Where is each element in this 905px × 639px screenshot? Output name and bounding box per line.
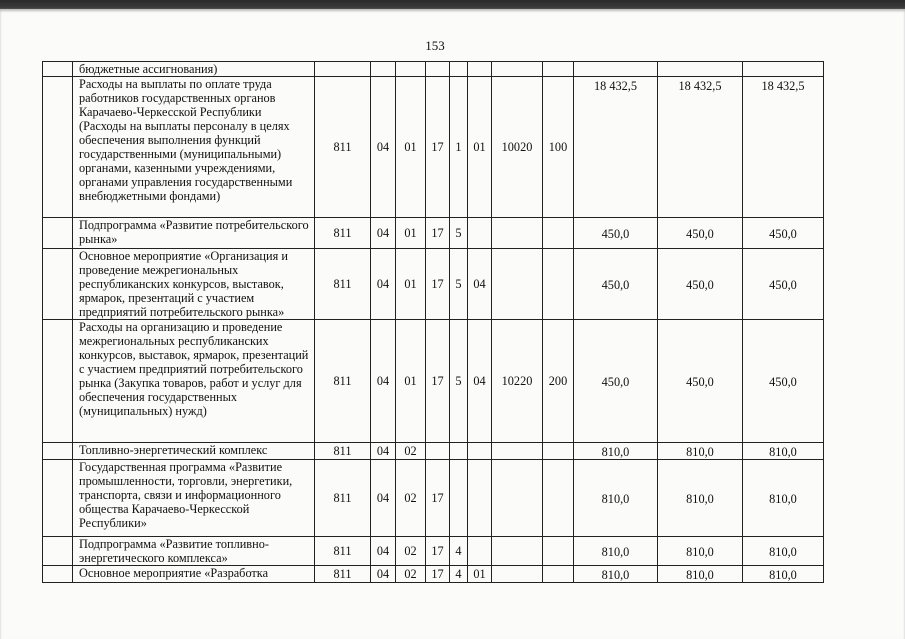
table-row	[43, 77, 824, 218]
code-cell-c4	[426, 443, 450, 460]
row-index-cell	[43, 249, 73, 320]
code-cell-c7	[492, 443, 543, 460]
code-cell-c7: 10020	[492, 77, 543, 218]
row-name: Расходы на организацию и проведение межрегиональных республиканских конкурсов, выставок, ярмарок, презентаций с участием предприятий потребительского рынка (Закупка товаров, работ и услуг для обеспечения государственных (муниципальных) нужд)	[73, 320, 315, 443]
row-index-cell	[43, 320, 73, 443]
table-row	[43, 62, 824, 77]
code-cell-c4: 17	[426, 537, 450, 566]
code-cell-c2	[371, 62, 396, 77]
amount-cell-a1: 810,0	[574, 443, 658, 460]
code-cell-c2: 04	[371, 249, 396, 320]
code-cell-c6	[468, 62, 492, 77]
amount-cell-a3: 450,0	[743, 218, 824, 249]
code-cell-c8	[543, 249, 574, 320]
code-cell-c5	[450, 443, 468, 460]
code-cell-c6: 01	[468, 77, 492, 218]
amount-cell-a3: 810,0	[743, 460, 824, 537]
code-cell-c7	[492, 537, 543, 566]
table-row	[43, 218, 824, 249]
code-cell-c1: 811	[315, 443, 371, 460]
amount-cell-a1	[574, 62, 658, 77]
code-cell-c3: 01	[396, 218, 426, 249]
code-cell-c5: 5	[450, 320, 468, 443]
amount-cell-a1: 810,0	[574, 460, 658, 537]
code-cell-c4: 17	[426, 249, 450, 320]
code-cell-c5	[450, 460, 468, 537]
code-cell-c8	[543, 537, 574, 566]
code-cell-c8: 200	[543, 320, 574, 443]
code-cell-c7	[492, 62, 543, 77]
code-cell-c7	[492, 566, 543, 583]
code-cell-c6	[468, 537, 492, 566]
code-cell-c3: 01	[396, 249, 426, 320]
code-cell-c2: 04	[371, 443, 396, 460]
code-cell-c6: 04	[468, 249, 492, 320]
code-cell-c6	[468, 460, 492, 537]
code-cell-c5: 4	[450, 566, 468, 583]
code-cell-c6	[468, 218, 492, 249]
amount-cell-a3: 810,0	[743, 537, 824, 566]
row-index-cell	[43, 537, 73, 566]
code-cell-c1: 811	[315, 566, 371, 583]
code-cell-c5: 5	[450, 218, 468, 249]
row-name: Топливно-энергетический комплекс	[73, 443, 315, 460]
row-name: Подпрограмма «Развитие топливно-энергетического комплекса»	[73, 537, 315, 566]
code-cell-c1: 811	[315, 249, 371, 320]
row-name: Основное мероприятие «Организация и проведение межрегиональных республиканских конкурсов, выставок, ярмарок, презентаций с участием предприятий потребительского рынка»	[73, 249, 315, 320]
code-cell-c1: 811	[315, 218, 371, 249]
code-cell-c1	[315, 62, 371, 77]
code-cell-c8	[543, 218, 574, 249]
code-cell-c4: 17	[426, 320, 450, 443]
row-name: Основное мероприятие «Разработка	[73, 566, 315, 583]
code-cell-c4: 17	[426, 566, 450, 583]
code-cell-c2: 04	[371, 566, 396, 583]
page-number: 153	[425, 38, 445, 53]
row-index-cell	[43, 460, 73, 537]
code-cell-c8	[543, 62, 574, 77]
table-row	[43, 460, 824, 537]
amount-cell-a1: 18 432,5	[574, 77, 658, 218]
table-row	[43, 249, 824, 320]
row-name: Расходы на выплаты по оплате труда работников государственных органов Карачаево-Черкесской Республики (Расходы на выплаты персоналу в целях обеспечения выполнения функций государственными (муниципальными) органами, казенными учреждениями, органами управления государственными внебюджетными фондами)	[73, 77, 315, 218]
budget-table	[42, 61, 824, 583]
amount-cell-a1: 450,0	[574, 320, 658, 443]
code-cell-c2: 04	[371, 537, 396, 566]
amount-cell-a2: 810,0	[658, 537, 743, 566]
code-cell-c3: 02	[396, 443, 426, 460]
code-cell-c4	[426, 62, 450, 77]
row-index-cell	[43, 77, 73, 218]
amount-cell-a3: 450,0	[743, 249, 824, 320]
code-cell-c1: 811	[315, 460, 371, 537]
code-cell-c2: 04	[371, 218, 396, 249]
code-cell-c3: 02	[396, 460, 426, 537]
code-cell-c5: 5	[450, 249, 468, 320]
amount-cell-a2: 18 432,5	[658, 77, 743, 218]
code-cell-c8	[543, 566, 574, 583]
row-name: бюджетные ассигнования)	[73, 62, 315, 77]
code-cell-c2: 04	[371, 460, 396, 537]
code-cell-c3: 02	[396, 566, 426, 583]
amount-cell-a2: 810,0	[658, 566, 743, 583]
code-cell-c7	[492, 249, 543, 320]
code-cell-c3: 01	[396, 77, 426, 218]
amount-cell-a2: 810,0	[658, 460, 743, 537]
amount-cell-a1: 810,0	[574, 566, 658, 583]
row-name: Подпрограмма «Развитие потребительского рынка»	[73, 218, 315, 249]
amount-cell-a3: 810,0	[743, 566, 824, 583]
table-row	[43, 320, 824, 443]
table-row	[43, 443, 824, 460]
code-cell-c7	[492, 460, 543, 537]
code-cell-c2: 04	[371, 320, 396, 443]
code-cell-c1: 811	[315, 77, 371, 218]
code-cell-c1: 811	[315, 537, 371, 566]
code-cell-c7	[492, 218, 543, 249]
row-index-cell	[43, 218, 73, 249]
amount-cell-a3: 18 432,5	[743, 77, 824, 218]
code-cell-c3: 01	[396, 320, 426, 443]
row-name: Государственная программа «Развитие промышленности, торговли, энергетики, транспорта, связи и информационного общества Карачаево-Черкесской Республики»	[73, 460, 315, 537]
row-index-cell	[43, 566, 73, 583]
amount-cell-a2	[658, 62, 743, 77]
table-row	[43, 566, 824, 583]
code-cell-c5: 1	[450, 77, 468, 218]
code-cell-c7: 10220	[492, 320, 543, 443]
code-cell-c3: 02	[396, 537, 426, 566]
code-cell-c8	[543, 443, 574, 460]
code-cell-c4: 17	[426, 460, 450, 537]
amount-cell-a1: 810,0	[574, 537, 658, 566]
row-index-cell	[43, 62, 73, 77]
amount-cell-a2: 810,0	[658, 443, 743, 460]
row-index-cell	[43, 443, 73, 460]
code-cell-c8: 100	[543, 77, 574, 218]
amount-cell-a2: 450,0	[658, 218, 743, 249]
code-cell-c5: 4	[450, 537, 468, 566]
amount-cell-a3	[743, 62, 824, 77]
table-row	[43, 537, 824, 566]
code-cell-c2: 04	[371, 77, 396, 218]
code-cell-c1: 811	[315, 320, 371, 443]
code-cell-c6	[468, 443, 492, 460]
amount-cell-a1: 450,0	[574, 249, 658, 320]
amount-cell-a2: 450,0	[658, 249, 743, 320]
code-cell-c6: 01	[468, 566, 492, 583]
code-cell-c8	[543, 460, 574, 537]
amount-cell-a3: 450,0	[743, 320, 824, 443]
code-cell-c6: 04	[468, 320, 492, 443]
code-cell-c5	[450, 62, 468, 77]
amount-cell-a3: 810,0	[743, 443, 824, 460]
amount-cell-a2: 450,0	[658, 320, 743, 443]
amount-cell-a1: 450,0	[574, 218, 658, 249]
code-cell-c4: 17	[426, 77, 450, 218]
code-cell-c3	[396, 62, 426, 77]
code-cell-c4: 17	[426, 218, 450, 249]
